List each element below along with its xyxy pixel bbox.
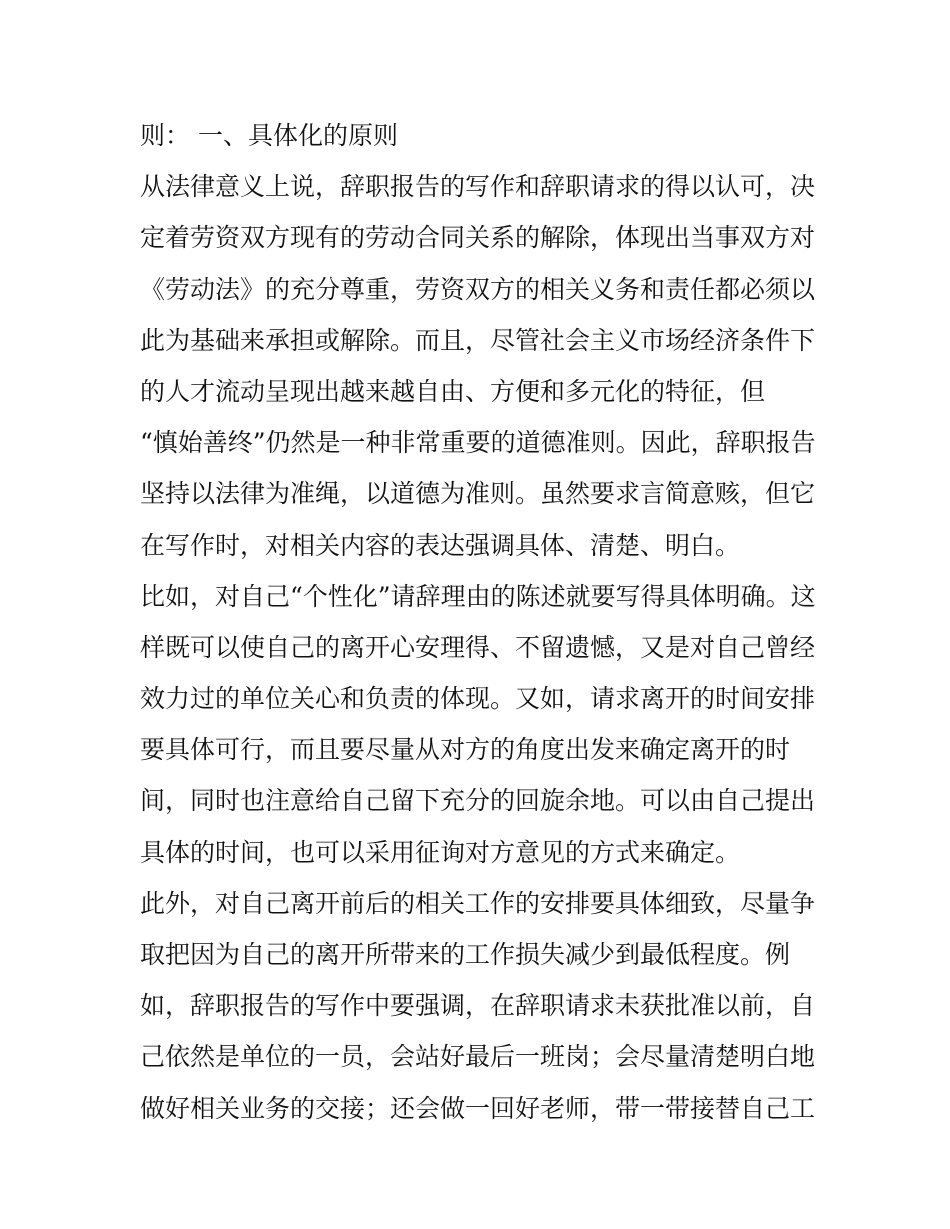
text-line: 坚持以法律为准绳，以道德为准则。虽然要求言简意赅，但它 <box>140 479 816 509</box>
text-line: 在写作时，对相关内容的表达强调具体、清楚、明白。 <box>140 530 741 560</box>
text-line: 此外，对自己离开前后的相关工作的安排要具体细致，尽量争 <box>140 888 816 918</box>
text-line: 己依然是单位的一员，会站好最后一班岗；会尽量清楚明白地 <box>140 1042 816 1072</box>
text-line: 则： 一、具体化的原则 <box>140 121 398 150</box>
text-line: 比如，对自己“个性化”请辞理由的陈述就要写得具体明确。这 <box>140 581 816 611</box>
text-line: 取把因为自己的离开所带来的工作损失减少到最低程度。例 <box>140 940 791 969</box>
text-line: 如，辞职报告的写作中要强调，在辞职请求未获批准以前，自 <box>140 991 816 1021</box>
text-line: 的人才流动呈现出越来越自由、方便和多元化的特征，但 <box>140 376 766 406</box>
text-line: 具体的时间，也可以采用征询对方意见的方式来确定。 <box>140 837 741 867</box>
text-line: 间，同时也注意给自己留下充分的回旋余地。可以由自己提出 <box>140 786 816 816</box>
text-line: “慎始善终”仍然是一种非常重要的道德准则。因此，辞职报告 <box>140 428 816 458</box>
text-line: 效力过的单位关心和负责的体现。又如，请求离开的时间安排 <box>140 684 816 714</box>
text-line: 要具体可行，而且要尽量从对方的角度出发来确定离开的时 <box>140 735 791 765</box>
text-line: 从法律意义上说，辞职报告的写作和辞职请求的得以认可，决 <box>140 172 816 202</box>
text-line: 此为基础来承担或解除。而且，尽管社会主义市场经济条件下 <box>140 325 816 355</box>
text-line: 《劳动法》的充分尊重，劳资双方的相关义务和责任都必须以 <box>140 274 816 304</box>
text-line: 样既可以使自己的离开心安理得、不留遗憾，又是对自己曾经 <box>140 632 816 662</box>
document-body <box>140 110 820 1134</box>
text-line: 做好相关业务的交接；还会做一回好老师，带一带接替自己工 <box>140 1093 816 1123</box>
text-line: 定着劳资双方现有的劳动合同关系的解除，体现出当事双方对 <box>140 223 816 253</box>
